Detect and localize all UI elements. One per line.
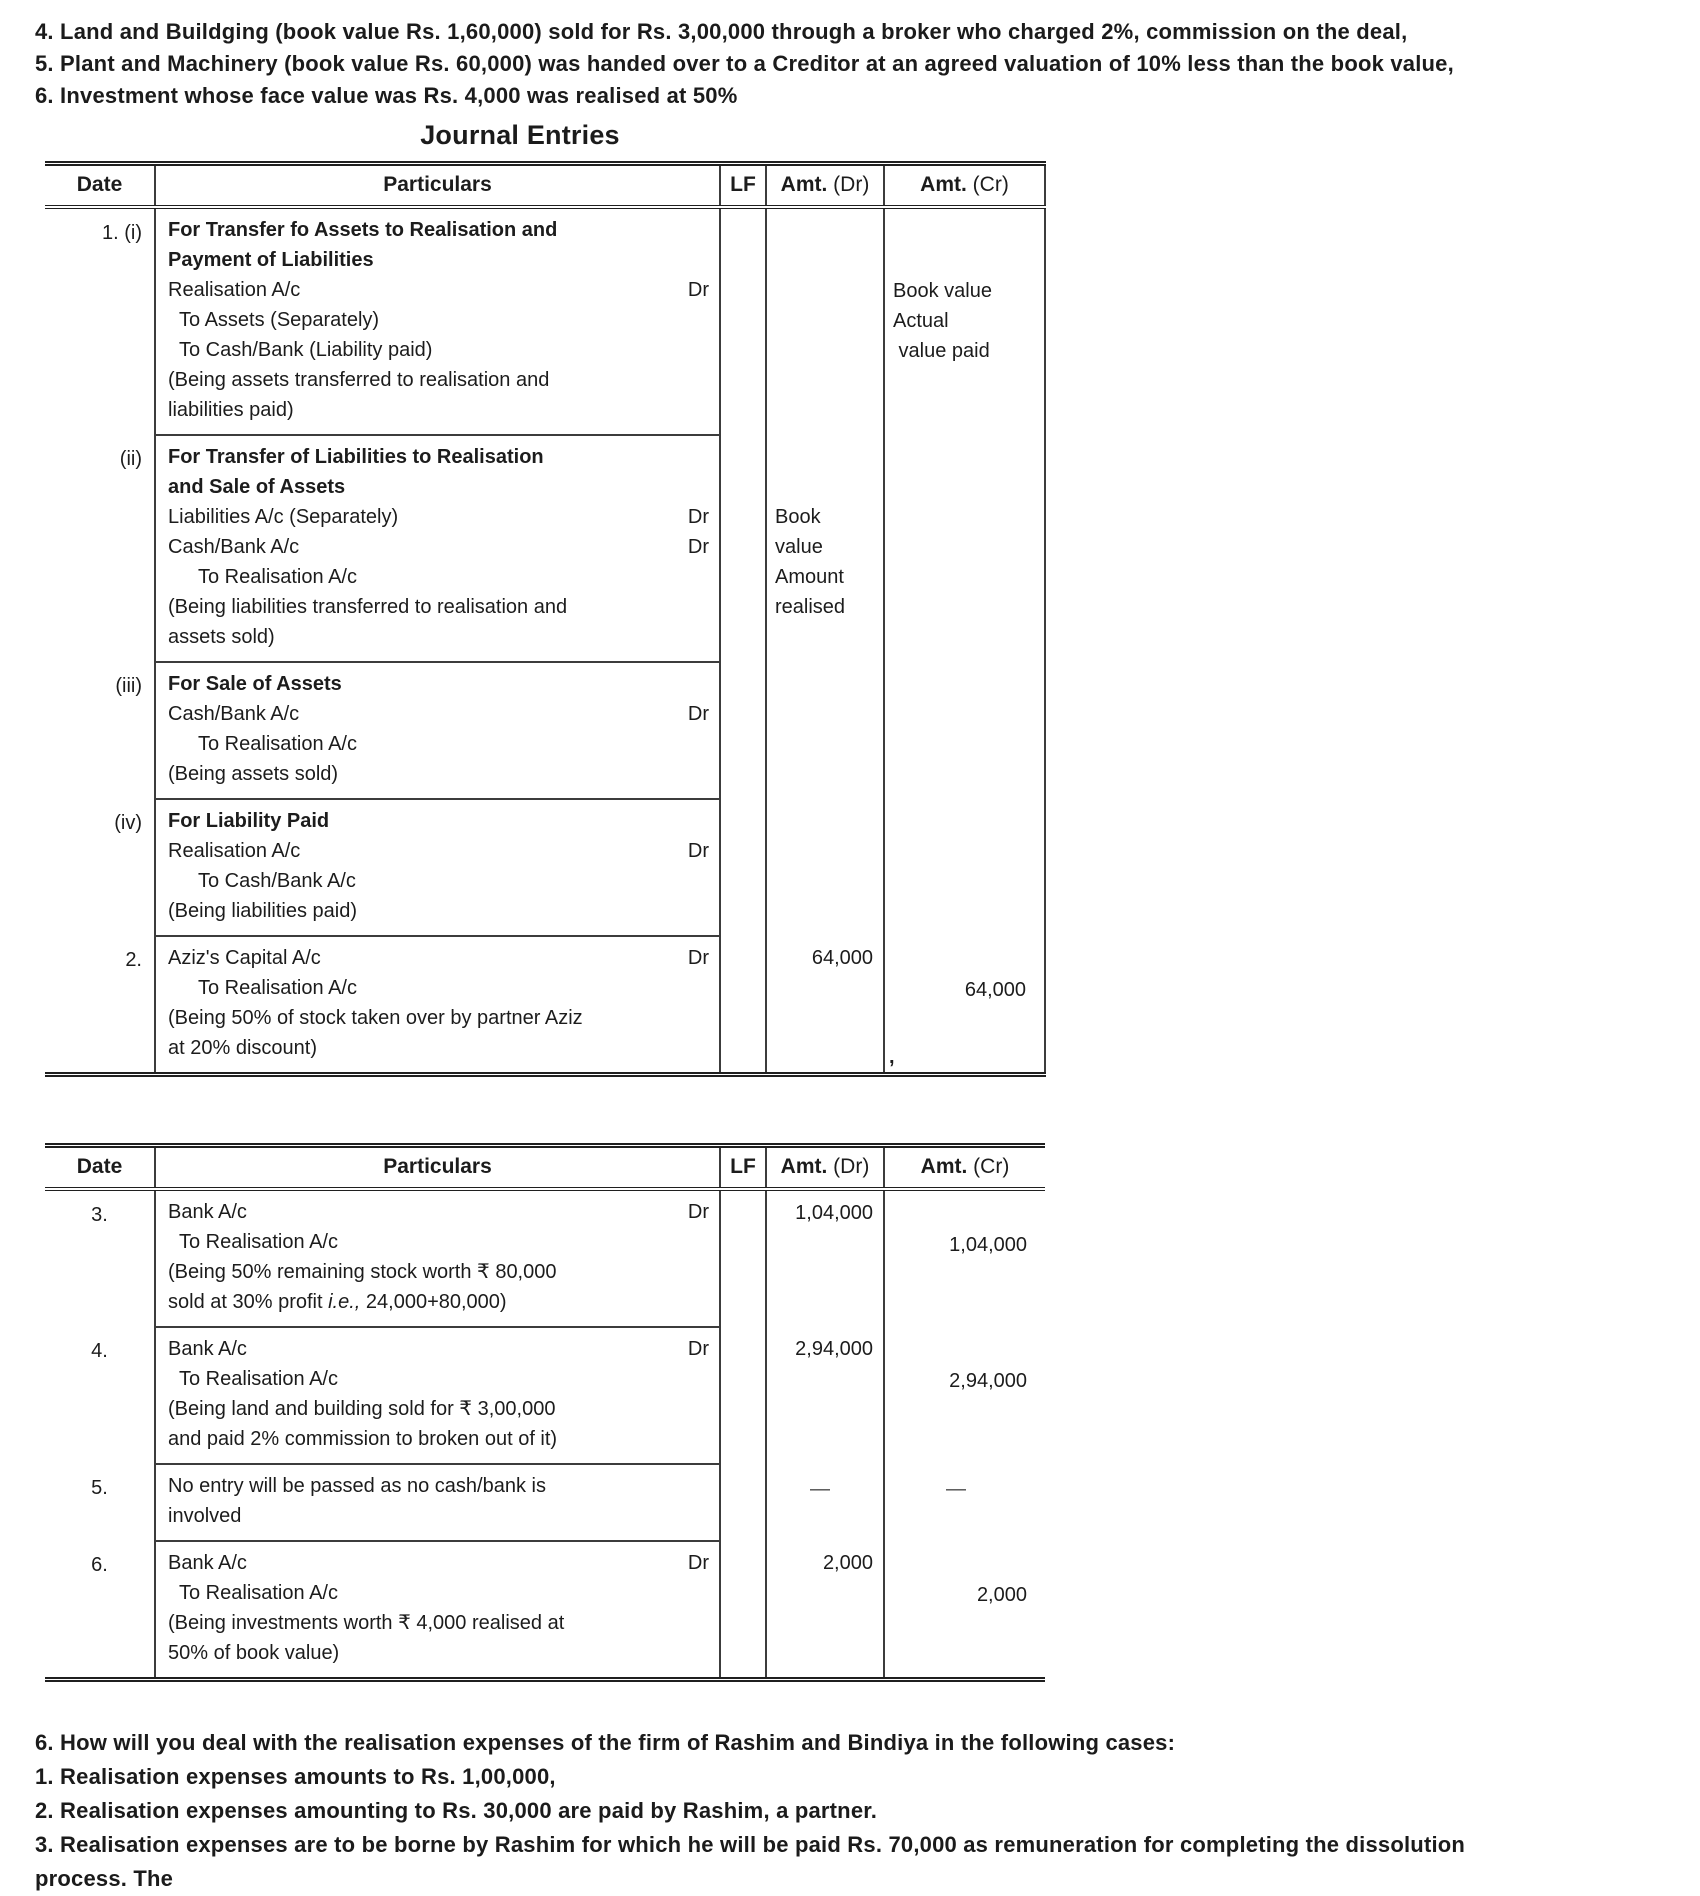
amount-dr: 64,000 <box>811 947 873 969</box>
amount-cr: 2,94,000 <box>949 1370 1027 1392</box>
entry-lf <box>720 1189 766 1327</box>
dr-suffix: (Dr) <box>833 173 870 196</box>
dr-label: Dr <box>687 703 709 725</box>
entry-particulars <box>155 662 720 799</box>
amt-label: Amt. <box>920 1155 968 1178</box>
journal-entry-row <box>45 1464 1045 1541</box>
journal-table-1-header <box>45 164 1045 208</box>
entry-amount-dr <box>766 207 884 435</box>
column-header-date: Date <box>76 1155 123 1178</box>
entry-amount-cr <box>884 936 1045 1075</box>
particulars-text: at 20% discount) <box>168 1037 317 1059</box>
particulars-text: To Assets (Separately) <box>179 309 380 331</box>
note-line: value <box>775 536 823 558</box>
journal-entries-title: Journal Entries <box>420 120 620 150</box>
particulars-text: (Being investments worth ₹ 4,000 realised at <box>168 1612 565 1634</box>
entry-amount-cr <box>884 207 1045 435</box>
particulars-line <box>168 1227 711 1257</box>
particulars-line <box>168 1638 711 1668</box>
entry-lf <box>720 799 766 936</box>
particulars-text: To Cash/Bank (Liability paid) <box>179 339 433 361</box>
amt-label: Amt. <box>780 1155 828 1178</box>
particulars-text: To Realisation A/c <box>179 1231 338 1253</box>
particulars-line <box>168 866 711 896</box>
entry-date: 4. <box>91 1340 108 1362</box>
particulars-line <box>168 562 711 592</box>
particulars-line <box>168 472 711 502</box>
entry-date: 3. <box>91 1204 108 1226</box>
entry-particulars <box>155 1189 720 1327</box>
entry-amount-cr <box>884 1464 1045 1541</box>
particulars-text: Payment of Liabilities <box>168 249 374 271</box>
particulars-line <box>168 1548 711 1578</box>
particulars-text: and Sale of Assets <box>168 476 346 498</box>
note-line: Actual <box>893 310 949 332</box>
entry-date: (iii) <box>115 675 142 697</box>
entry-amount-dr <box>766 1541 884 1680</box>
entry-lf <box>720 1327 766 1464</box>
note-line: value paid <box>893 340 990 362</box>
intro-line-5: 5. Plant and Machinery (book value Rs. 60,000) was handed over to a Creditor at an agreed valuation of 10% less than the book value, <box>35 51 1454 76</box>
particulars-text: To Cash/Bank A/c <box>198 870 356 892</box>
particulars-line <box>168 1608 711 1638</box>
column-header-amt-dr <box>766 164 884 208</box>
particulars-text: Liabilities A/c (Separately) <box>168 506 399 528</box>
particulars-line <box>168 1287 711 1317</box>
entry-amount-dr <box>766 1189 884 1327</box>
particulars-line <box>168 729 711 759</box>
particulars-line <box>168 806 711 836</box>
particulars-line <box>168 759 711 789</box>
particulars-text: i.e., <box>328 1291 361 1313</box>
stray-mark: , <box>889 1046 895 1068</box>
note-line: Book <box>775 506 821 528</box>
particulars-line <box>168 502 711 532</box>
intro-text <box>35 16 1700 112</box>
footer-question-text <box>35 1726 1700 1896</box>
note-line: realised <box>775 596 846 618</box>
particulars-text: For Transfer fo Assets to Realisation and <box>168 219 558 241</box>
entry-amount-dr <box>766 799 884 936</box>
particulars-line <box>168 1003 711 1033</box>
particulars-text: (Being 50% of stock taken over by partner Aziz <box>168 1007 583 1029</box>
entry-date: 2. <box>125 949 142 971</box>
entry-amount-cr <box>884 1327 1045 1464</box>
amount-dr: 1,04,000 <box>795 1202 873 1224</box>
entry-date: 1. (i) <box>102 222 142 244</box>
dr-label: Dr <box>687 279 709 301</box>
entry-particulars <box>155 207 720 435</box>
particulars-line <box>168 1471 711 1501</box>
journal-entry-row <box>45 1327 1045 1464</box>
entry-amount-cr <box>884 662 1045 799</box>
particulars-text: sold at 30% profit <box>168 1291 329 1313</box>
entry-lf <box>720 435 766 662</box>
entry-lf <box>720 936 766 1075</box>
particulars-text: For Sale of Assets <box>168 673 342 695</box>
entry-amount-dr <box>766 1464 884 1541</box>
particulars-text: To Realisation A/c <box>198 977 357 999</box>
particulars-text: Aziz's Capital A/c <box>168 947 321 969</box>
particulars-text: No entry will be passed as no cash/bank is <box>168 1475 546 1497</box>
note-line: Amount <box>775 566 844 588</box>
particulars-text: (Being assets transferred to realisation and <box>168 369 550 391</box>
dr-label: Dr <box>687 506 709 528</box>
entry-lf <box>720 1464 766 1541</box>
particulars-line <box>168 395 711 425</box>
amount-cr-note <box>885 276 1026 366</box>
particulars-line <box>168 622 711 652</box>
amount-cr: — <box>946 1478 966 1500</box>
amount-dr: 2,94,000 <box>795 1338 873 1360</box>
journal-table-2 <box>45 1143 1045 1682</box>
column-header-particulars: Particulars <box>155 164 720 208</box>
dr-suffix: (Dr) <box>833 1155 870 1178</box>
amount-dr-note <box>767 502 873 622</box>
entry-amount-cr <box>884 1541 1045 1680</box>
dr-label: Dr <box>687 536 709 558</box>
column-header-date: Date <box>76 173 123 196</box>
particulars-text: For Liability Paid <box>168 810 330 832</box>
amount-cr: 64,000 <box>964 979 1026 1001</box>
entry-date: (ii) <box>119 448 142 470</box>
intro-line-4: 4. Land and Buildging (book value Rs. 1,60,000) sold for Rs. 3,00,000 through a broker who charged 2%, commission on the deal, <box>35 19 1408 44</box>
particulars-text: Realisation A/c <box>168 840 301 862</box>
particulars-text: To Realisation A/c <box>179 1582 338 1604</box>
entry-particulars <box>155 936 720 1075</box>
particulars-line <box>168 1424 711 1454</box>
journal-table-1-body <box>45 207 1045 1075</box>
particulars-line <box>168 1257 711 1287</box>
particulars-text: To Realisation A/c <box>179 1368 338 1390</box>
dr-label: Dr <box>687 947 709 969</box>
particulars-line <box>168 275 711 305</box>
particulars-line <box>168 245 711 275</box>
amt-label: Amt. <box>780 173 828 196</box>
particulars-line <box>168 943 711 973</box>
journal-table-2-body <box>45 1189 1045 1680</box>
particulars-line <box>168 699 711 729</box>
entry-particulars <box>155 1541 720 1680</box>
particulars-line <box>168 365 711 395</box>
particulars-line <box>168 1033 711 1063</box>
amount-cr: 1,04,000 <box>949 1234 1027 1256</box>
particulars-line <box>168 532 711 562</box>
amt-label: Amt. <box>920 173 967 196</box>
entry-amount-dr <box>766 662 884 799</box>
entry-date: (iv) <box>114 812 142 834</box>
entry-particulars <box>155 435 720 662</box>
amount-dr: 2,000 <box>822 1552 873 1574</box>
particulars-text: Cash/Bank A/c <box>168 703 300 725</box>
entry-lf <box>720 662 766 799</box>
entry-particulars <box>155 1464 720 1541</box>
dr-label: Dr <box>687 1552 709 1574</box>
particulars-text: (Being 50% remaining stock worth ₹ 80,000 <box>168 1261 557 1283</box>
particulars-text: involved <box>168 1505 242 1527</box>
footer-line-1: 6. How will you deal with the realisation expenses of the firm of Rashim and Bindiya in the following cases: <box>35 1730 1176 1755</box>
journal-entry-row <box>45 1189 1045 1327</box>
entry-amount-cr <box>884 435 1045 662</box>
journal-entry-row <box>45 1541 1045 1680</box>
journal-entry-row <box>45 662 1045 799</box>
particulars-text: (Being land and building sold for ₹ 3,00,000 <box>168 1398 556 1420</box>
entry-amount-dr <box>766 936 884 1075</box>
column-header-lf: LF <box>720 164 766 208</box>
footer-line-2: 1. Realisation expenses amounts to Rs. 1,00,000, <box>35 1764 556 1789</box>
particulars-text: Cash/Bank A/c <box>168 536 300 558</box>
dr-label: Dr <box>687 1338 709 1360</box>
particulars-text: To Realisation A/c <box>198 733 357 755</box>
particulars-line <box>168 1197 711 1227</box>
particulars-text: Bank A/c <box>168 1201 247 1223</box>
particulars-line <box>168 592 711 622</box>
footer-line-3: 2. Realisation expenses amounting to Rs. 30,000 are paid by Rashim, a partner. <box>35 1798 878 1823</box>
particulars-text: To Realisation A/c <box>198 566 357 588</box>
particulars-line <box>168 1364 711 1394</box>
particulars-text: assets sold) <box>168 626 275 648</box>
entry-amount-dr <box>766 1327 884 1464</box>
particulars-text: 24,000+80,000) <box>360 1291 507 1313</box>
particulars-line <box>168 1501 711 1531</box>
journal-table-2-header <box>45 1146 1045 1190</box>
journal-entry-row <box>45 936 1045 1075</box>
cr-suffix: (Cr) <box>973 1155 1010 1178</box>
amount-cr: 2,000 <box>976 1584 1027 1606</box>
entry-particulars <box>155 799 720 936</box>
journal-entry-row <box>45 207 1045 435</box>
journal-entry-row <box>45 799 1045 936</box>
dr-label: Dr <box>687 1201 709 1223</box>
particulars-line <box>168 1394 711 1424</box>
journal-entry-row <box>45 435 1045 662</box>
entry-particulars <box>155 1327 720 1464</box>
particulars-line <box>168 669 711 699</box>
dr-label: Dr <box>687 840 709 862</box>
note-line: Book value <box>893 280 992 302</box>
column-header-amt-cr <box>884 164 1045 208</box>
particulars-line <box>168 1334 711 1364</box>
column-header-amt-dr <box>766 1146 884 1190</box>
cr-suffix: (Cr) <box>972 173 1009 196</box>
entry-amount-cr <box>884 1189 1045 1327</box>
particulars-line <box>168 335 711 365</box>
particulars-line <box>168 896 711 926</box>
particulars-line <box>168 836 711 866</box>
entry-lf <box>720 1541 766 1680</box>
particulars-line <box>168 215 711 245</box>
particulars-text: liabilities paid) <box>168 399 294 421</box>
entry-date: 6. <box>91 1554 108 1576</box>
footer-line-4: 3. Realisation expenses are to be borne by Rashim for which he will be paid Rs. 70,000 as remuneration for completing the dissolution <box>35 1832 1466 1857</box>
particulars-text: 50% of book value) <box>168 1642 340 1664</box>
journal-table-1 <box>45 161 1046 1077</box>
entry-date: 5. <box>91 1477 108 1499</box>
particulars-line <box>168 305 711 335</box>
particulars-text: and paid 2% commission to broken out of it) <box>168 1428 558 1450</box>
particulars-text: Bank A/c <box>168 1552 247 1574</box>
footer-line-5: process. The <box>35 1866 174 1891</box>
column-header-lf: LF <box>720 1146 766 1190</box>
particulars-text: For Transfer of Liabilities to Realisation <box>168 446 544 468</box>
particulars-line <box>168 1578 711 1608</box>
entry-amount-dr <box>766 435 884 662</box>
particulars-text: (Being assets sold) <box>168 763 339 785</box>
entry-amount-cr <box>884 799 1045 936</box>
particulars-text: Bank A/c <box>168 1338 247 1360</box>
particulars-text: (Being liabilities transferred to realisation and <box>168 596 568 618</box>
particulars-line <box>168 973 711 1003</box>
particulars-line <box>168 442 711 472</box>
particulars-text: Realisation A/c <box>168 279 301 301</box>
intro-line-6: 6. Investment whose face value was Rs. 4,000 was realised at 50% <box>35 83 738 108</box>
amount-dr: — <box>810 1478 830 1500</box>
column-header-amt-cr <box>884 1146 1045 1190</box>
entry-lf <box>720 207 766 435</box>
column-header-particulars: Particulars <box>155 1146 720 1190</box>
particulars-text: (Being liabilities paid) <box>168 900 357 922</box>
